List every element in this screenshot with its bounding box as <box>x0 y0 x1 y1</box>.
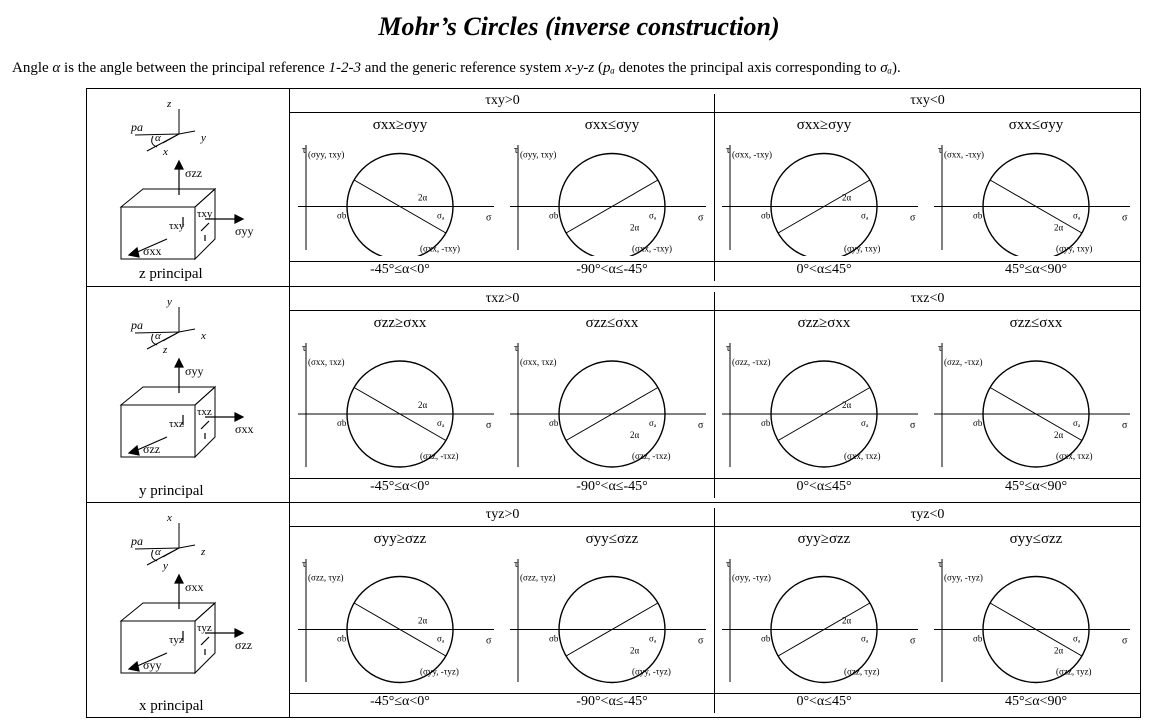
sigma-b-label: σb <box>973 418 983 428</box>
sigma-a-label: σₐ <box>437 418 445 428</box>
mohr-circle-plot <box>506 137 718 256</box>
two-alpha-label: 2α <box>630 645 640 656</box>
sigma-label: σ <box>486 635 492 647</box>
circle-condition: σzz≤σxx <box>1009 315 1063 331</box>
mohr-circle <box>559 154 665 257</box>
sigma-label: σ <box>1122 212 1128 224</box>
tau-label: τ <box>302 343 307 354</box>
sigma-a-label: σₐ <box>649 633 657 644</box>
sigma-a-label: σₐ <box>1073 418 1081 428</box>
sigma-label: σ <box>698 635 704 647</box>
mohr-panel <box>506 529 718 714</box>
tau-label: τ <box>938 145 943 156</box>
two-alpha-label: 2α <box>418 400 428 410</box>
cube-top-face <box>121 603 215 621</box>
arrowhead <box>175 359 183 367</box>
alpha-range: -45°≤α<0° <box>370 262 430 277</box>
mohr-table <box>86 88 1141 718</box>
point-label-upper: (σyy, -τyz) <box>732 572 771 583</box>
header-rule <box>290 112 1140 113</box>
sigma-b-label: σb <box>761 418 771 428</box>
coordinate-axes <box>135 307 195 349</box>
circle-condition: σzz≤σxx <box>585 315 639 331</box>
mohr-panel <box>930 529 1142 714</box>
mohr-circle-plot <box>930 551 1142 688</box>
tau-label: τ <box>514 559 519 570</box>
mohr-labels <box>302 145 492 254</box>
tau-positive-header: τxz>0 <box>485 291 520 306</box>
two-alpha-label: 2α <box>630 430 640 440</box>
axis-label-2: x <box>201 330 206 342</box>
circle-condition: σyy≤σzz <box>1009 531 1063 547</box>
sigma-label: σ <box>1122 420 1128 431</box>
two-alpha-label: 2α <box>1054 645 1064 656</box>
arrowhead <box>129 248 139 257</box>
sigma-b-label: σb <box>761 210 771 221</box>
two-alpha-label: 2α <box>842 192 852 203</box>
right-stress-label: σxx <box>235 422 254 436</box>
sigma-b-label: σb <box>337 418 347 428</box>
element-illustration <box>87 89 290 286</box>
point-label-lower: (σyy, -τyz) <box>420 666 459 677</box>
mohr-panel <box>506 115 718 282</box>
stress-cube <box>121 603 215 673</box>
mohr-circles-row <box>290 503 1140 718</box>
tau-label: τ <box>726 343 731 354</box>
alpha-range: -90°<α≤-45° <box>576 262 648 277</box>
alpha-range: -45°≤α<0° <box>370 479 430 494</box>
mohr-panel <box>718 115 930 282</box>
sigma-a-label: σₐ <box>861 418 869 428</box>
point-label-lower: (σxx, τxz) <box>1056 451 1093 461</box>
alpha-label: α <box>155 330 161 342</box>
two-alpha-label: 2α <box>842 400 852 410</box>
circle-condition: σzz≥σxx <box>797 315 851 331</box>
coordinate-axes <box>135 523 195 565</box>
tau-label: τ <box>302 145 307 156</box>
arrowhead <box>175 161 183 169</box>
mohr-circle <box>983 154 1089 257</box>
top-stress-label: σxx <box>185 580 204 594</box>
arrowhead <box>235 629 243 637</box>
mohr-circle <box>771 154 877 257</box>
alpha-label: α <box>155 546 161 558</box>
circle-condition: σxx≤σyy <box>584 117 640 133</box>
sigma-a-label: σₐ <box>437 210 445 221</box>
mohr-circles-row <box>290 287 1140 503</box>
sigma-a-label: σₐ <box>1073 633 1081 644</box>
sigma-label: σ <box>698 212 704 224</box>
axis-label-1: z <box>167 98 172 110</box>
stress-cube <box>121 387 215 457</box>
point-label-upper: (σzz, -τxz) <box>944 357 983 367</box>
arrowhead <box>129 446 139 455</box>
point-label-upper: (σxx, -τxy) <box>732 149 772 160</box>
alpha-range: 45°≤α<90° <box>1004 479 1068 494</box>
element-diagram <box>87 287 289 503</box>
alpha-range: -90°<α≤-45° <box>576 479 648 494</box>
sigma-b-label: σb <box>761 633 771 644</box>
sigma-b-label: σb <box>973 210 983 221</box>
point-label-lower: (σxx, -τxy) <box>632 243 672 254</box>
axis-label-2: y <box>201 132 206 144</box>
tau-negative-header: τxz<0 <box>910 291 945 306</box>
cube-top-face <box>121 387 215 405</box>
arrowhead <box>175 575 183 583</box>
mohr-circle-plot <box>718 335 930 473</box>
right-stress-label: σyy <box>235 224 254 238</box>
pa-label: pa <box>131 534 143 548</box>
alpha-range: 0°<α≤45° <box>796 262 852 277</box>
sigma-label: σ <box>1122 635 1128 647</box>
pa-label: pa <box>131 318 143 332</box>
mohr-circle-plot <box>294 137 506 256</box>
point-label-lower: (σzz, τyz) <box>844 666 880 677</box>
circle-condition: σxx≤σyy <box>1008 117 1064 133</box>
sigma-a-label: σₐ <box>861 633 869 644</box>
alpha-range: 45°≤α<90° <box>1004 262 1068 277</box>
point-label-lower: (σzz, τyz) <box>1056 666 1092 677</box>
stress-cube <box>121 189 215 259</box>
mohr-circles-row <box>290 89 1140 286</box>
point-label-upper: (σyy, τxy) <box>520 149 557 160</box>
side-shear-label: τxy <box>197 208 213 220</box>
alpha-range: 0°<α≤45° <box>796 479 852 494</box>
sigma-label: σ <box>910 420 916 431</box>
sigma-b-label: σb <box>549 418 559 428</box>
point-label-upper: (σxx, -τxy) <box>944 149 984 160</box>
two-alpha-label: 2α <box>630 222 640 233</box>
circle-condition: σyy≥σzz <box>373 531 427 547</box>
alpha-range: -90°<α≤-45° <box>576 694 648 709</box>
stress-labels <box>143 580 252 672</box>
alpha-range: -45°≤α<0° <box>370 694 430 709</box>
point-label-lower: (σxx, τxz) <box>844 451 881 461</box>
header-rule <box>290 526 1140 527</box>
tau-negative-header: τxy<0 <box>910 93 945 108</box>
tau-positive-header: τxy>0 <box>485 93 520 108</box>
cube-side-face <box>195 387 215 457</box>
circle-condition: σyy≤σzz <box>585 531 639 547</box>
tau-label: τ <box>514 145 519 156</box>
mohr-labels <box>514 145 704 254</box>
sigma-a-label: σₐ <box>649 210 657 221</box>
intro-text: Angle α is the angle between the principal reference 1-2-3 and the generic reference system x-y-z (pₐ denotes the principal axis corresponding to σₐ). <box>12 60 901 76</box>
point-label-upper: (σzz, τyz) <box>520 572 556 583</box>
mohr-panel <box>506 313 718 499</box>
sigma-label: σ <box>486 212 492 224</box>
mohr-circle-plot <box>506 551 718 688</box>
table-row <box>87 89 1140 286</box>
element-diagram <box>87 503 289 718</box>
tau-label: τ <box>726 559 731 570</box>
tau-negative-header: τyz<0 <box>910 507 945 522</box>
point-label-upper: (σyy, -τyz) <box>944 572 983 583</box>
sigma-a-label: σₐ <box>861 210 869 221</box>
sigma-label: σ <box>910 212 916 224</box>
point-label-lower: (σzz, -τxz) <box>420 451 459 461</box>
tau-label: τ <box>938 559 943 570</box>
mohr-panel <box>294 115 506 282</box>
element-diagram <box>87 89 289 286</box>
two-alpha-label: 2α <box>418 192 428 203</box>
element-illustration <box>87 287 290 503</box>
side-shear-arrow <box>201 223 209 231</box>
axis-label-1: y <box>167 296 172 308</box>
axis-labels <box>130 512 206 572</box>
mohr-panel <box>718 313 930 499</box>
mohr-circle-plot <box>506 335 718 473</box>
mohr-panel <box>718 529 930 714</box>
table-row <box>87 286 1140 503</box>
mohr-geometry <box>722 145 918 256</box>
two-alpha-label: 2α <box>1054 430 1064 440</box>
axis-label-1: x <box>167 512 172 524</box>
axis-labels <box>130 296 206 356</box>
point-label-upper: (σzz, τyz) <box>308 572 344 583</box>
sigma-b-label: σb <box>973 633 983 644</box>
coordinate-axes <box>135 109 195 151</box>
point-label-lower: (σyy, -τyz) <box>632 666 671 677</box>
tau-label: τ <box>514 343 519 354</box>
sigma-b-label: σb <box>549 633 559 644</box>
alpha-label: α <box>155 132 161 144</box>
mohr-circle <box>347 154 453 257</box>
tau-label: τ <box>302 559 307 570</box>
principal-label: y principal <box>139 483 204 499</box>
mohr-geometry <box>510 145 706 256</box>
circle-condition: σxx≥σyy <box>796 117 852 133</box>
sigma-label: σ <box>486 420 492 431</box>
circle-condition: σxx≥σyy <box>372 117 428 133</box>
point-label-lower: (σyy, τxy) <box>1056 243 1093 254</box>
side-shear-arrow <box>201 421 209 429</box>
point-label-upper: (σyy, τxy) <box>308 149 345 160</box>
cube-side-face <box>195 189 215 259</box>
principal-label: z principal <box>139 266 203 282</box>
axis-label-3: x <box>163 146 168 158</box>
stress-labels <box>143 364 253 456</box>
two-alpha-label: 2α <box>842 615 852 626</box>
element-illustration <box>87 503 290 718</box>
axis-labels <box>130 98 206 158</box>
arrowhead <box>129 662 139 671</box>
mohr-panel <box>930 313 1142 499</box>
point-label-upper: (σxx, τxz) <box>308 357 345 367</box>
sigma-b-label: σb <box>337 633 347 644</box>
mohr-panel <box>294 313 506 499</box>
two-alpha-label: 2α <box>418 615 428 626</box>
cube-side-face <box>195 603 215 673</box>
mohr-circle-plot <box>930 335 1142 473</box>
arrowhead <box>235 413 243 421</box>
principal-label: x principal <box>139 698 204 714</box>
mohr-circle-plot <box>294 335 506 473</box>
header-rule <box>290 310 1140 311</box>
axis-label-3: z <box>163 344 168 356</box>
sigma-a-label: σₐ <box>437 633 445 644</box>
top-stress-label: σzz <box>185 166 203 180</box>
sigma-label: σ <box>698 420 704 431</box>
mohr-labels <box>938 145 1128 254</box>
point-label-upper: (σxx, τxz) <box>520 357 557 367</box>
page-title: Mohr’s Circles (inverse construction) <box>378 12 780 41</box>
point-label-upper: (σzz, -τxz) <box>732 357 771 367</box>
mohr-labels <box>726 145 916 254</box>
front-stress-label: σzz <box>143 442 161 456</box>
sigma-b-label: σb <box>549 210 559 221</box>
cube-top-face <box>121 189 215 207</box>
mohr-geometry <box>934 145 1130 256</box>
sigma-a-label: σₐ <box>1073 210 1081 221</box>
axis-label-3: y <box>163 560 168 572</box>
axis-label-2: z <box>201 546 206 558</box>
mohr-circle-plot <box>294 551 506 688</box>
point-label-lower: (σzz, -τxz) <box>632 451 671 461</box>
side-shear-label: τxz <box>197 406 212 418</box>
alpha-range: 0°<α≤45° <box>796 694 852 709</box>
mohr-circle-plot <box>718 551 930 688</box>
sigma-a-label: σₐ <box>649 418 657 428</box>
front-shear-label: τxz <box>169 418 184 430</box>
sigma-label: σ <box>910 635 916 647</box>
circle-condition: σzz≥σxx <box>373 315 427 331</box>
mohr-panel <box>930 115 1142 282</box>
mohr-panel <box>294 529 506 714</box>
tau-positive-header: τyz>0 <box>485 507 520 522</box>
front-shear-label: τxy <box>169 220 185 232</box>
mohr-geometry <box>298 145 494 256</box>
arrowhead <box>235 215 243 223</box>
side-shear-arrow <box>201 637 209 645</box>
front-shear-label: τyz <box>169 634 184 646</box>
table-row <box>87 502 1140 718</box>
tau-label: τ <box>938 343 943 354</box>
right-stress-label: σzz <box>235 638 253 652</box>
point-label-lower: (σyy, τxy) <box>844 243 881 254</box>
circle-condition: σyy≥σzz <box>797 531 851 547</box>
front-stress-label: σyy <box>143 658 162 672</box>
top-stress-label: σyy <box>185 364 204 378</box>
mohr-circle-plot <box>718 137 930 256</box>
stress-labels <box>143 166 253 258</box>
front-stress-label: σxx <box>143 244 162 258</box>
alpha-range: 45°≤α<90° <box>1004 694 1068 709</box>
sigma-b-label: σb <box>337 210 347 221</box>
mohr-circle-plot <box>930 137 1142 256</box>
tau-label: τ <box>726 145 731 156</box>
side-shear-label: τyz <box>197 622 212 634</box>
pa-label: pa <box>131 120 143 134</box>
point-label-lower: (σxx, -τxy) <box>420 243 460 254</box>
two-alpha-label: 2α <box>1054 222 1064 233</box>
